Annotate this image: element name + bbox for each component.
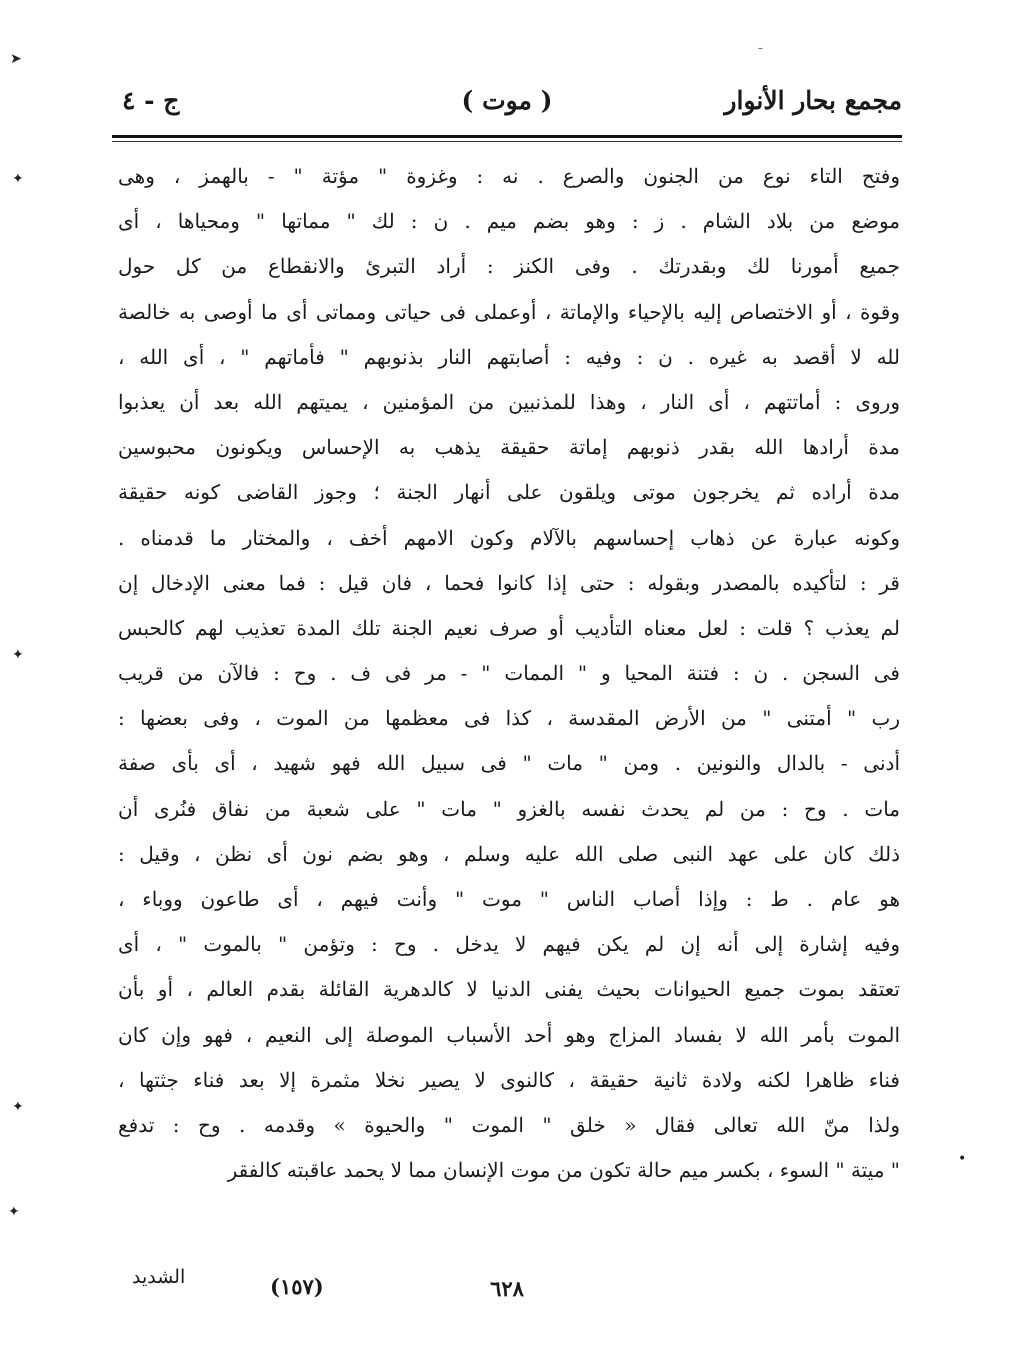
text-line: فى السجن . ن : فتنة المحيا و " الممات " - مر فى ف . وح : فالآن من قريب [118,661,900,686]
margin-mark: • [958,1151,967,1167]
text-line: لم يعذب ؟ قلت : لعل معناه التأديب أو صرف نعيم الجنة تلك المدة تعذيب لهم كالحبس [118,615,900,640]
text-line: ذلك كان على عهد النبى صلى الله عليه وسلم ، وهو بضم نون أى نظن ، وقيل : [118,841,900,866]
text-line: مدة أراده ثم يخرجون موتى ويلقون على أنهار الجنة ؛ وجوز القاضى كونه حقيقة [118,480,900,505]
text-line: " ميتة " السوء ، بكسر ميم حالة تكون من موت الإنسان مما لا يحمد عاقبته كالفقر [227,1158,900,1183]
margin-mark: ✦ [12,171,24,187]
header-rule-thin [112,141,902,142]
page-number: ٦٢٨ [490,1276,524,1301]
book-title: مجمع بحار الأنوار [724,86,902,115]
text-line: هو عام . ط : وإذا أصاب الناس " موت " وأنت فيهم ، أى طاعون ووباء ، [118,887,900,911]
text-line: رب " أمتنى " من الأرض المقدسة ، كذا فى معظمها من الموت ، وفى بعضها : [118,706,900,731]
text-line: وكونه عبارة عن ذهاب إحساسهم بالآلام وكون الامهم أخف ، والمختار ما قدمناه . [118,525,900,550]
margin-mark: – [758,43,763,54]
text-line: وروى : أماتتهم ، أى النار ، وهذا للمذنبين من المؤمنين ، يميتهم الله بعد أن يعذبوا [118,389,900,414]
body-text [118,154,900,1193]
text-line: فناء ظاهرا لكنه ولادة ثانية حقيقة ، كالنوى لا يصير نخلا مثمرة إلا بعد فناء جثتها ، [118,1067,900,1092]
text-line: قر : لتأكيده بالمصدر وبقوله : حتى إذا كانوا فحما ، فان قيل : فما معنى الإدخال إن [118,570,900,595]
text-line: مدة أرادها الله بقدر ذنوبهم إماتة حقيقة يذهب به الإحساس ويكونون محبوسين [118,435,900,460]
text-line: أدنى - بالدال والنونين . ومن " مات " فى سبيل الله فهو شهيد ، أى بأى صفة [118,751,900,776]
text-line: موضع من بلاد الشام . ز : وهو بضم ميم . ن : لك " مماتها " ومحياها ، أى [118,209,900,234]
margin-mark: ➤ [10,51,22,67]
printer-signature: الشديد [132,1266,186,1288]
text-line: ولذا منّ الله تعالى فقال « خلق " الموت " والحيوة » وقدمه . وح : تدفع [118,1112,900,1137]
text-line: وفيه إشارة إلى أنه إن لم يكن فيهم لا يدخل . وح : وتؤمن " بالموت " ، أى [118,932,900,957]
margin-mark: ✦ [8,1204,20,1220]
text-line: وفتح التاء نوع من الجنون والصرع . نه : وغزوة " مؤتة " - بالهمز ، وهى [118,164,900,188]
text-line: الموت بأمر الله لا بفساد المزاج وهو أحد الأسباب الموصلة إلى النعيم ، فهو وإن كان [118,1022,900,1047]
volume-number: ج - ٤ [122,86,180,115]
text-line: تعتقد بموت جميع الحيوانات بحيث يفنى الدنيا لا كالدهرية القائلة بقدم العالم ، أو بأن [118,977,900,1002]
text-line: جميع أمورنا لك وبقدرتك . وفى الكنز : أراد التبرئ والانقطاع من كل حول [118,254,900,279]
page-footer [112,1266,902,1306]
text-line: لله لا أقصد به غيره . ن : وفيه : أصابتهم النار بذنوبهم " فأماتهم " ، أى الله ، [118,344,900,369]
text-line: مات . وح : من لم يحدث نفسه بالغزو " مات " على شعبة من نفاق فنُرى أن [118,796,900,821]
margin-mark: ✦ [12,647,24,663]
sheet-number: (١٥٧) [270,1274,324,1299]
text-line: وقوة ، أو الاختصاص إليه بالإحياء والإماتة ، أوعملى فى حياتى ومماتى أى ما أوصى به خالصة [118,299,900,324]
header-rule-thick [112,135,902,138]
section-title: ( موت ) [461,86,553,115]
margin-mark: ✦ [12,1099,24,1115]
page-header [112,86,902,126]
